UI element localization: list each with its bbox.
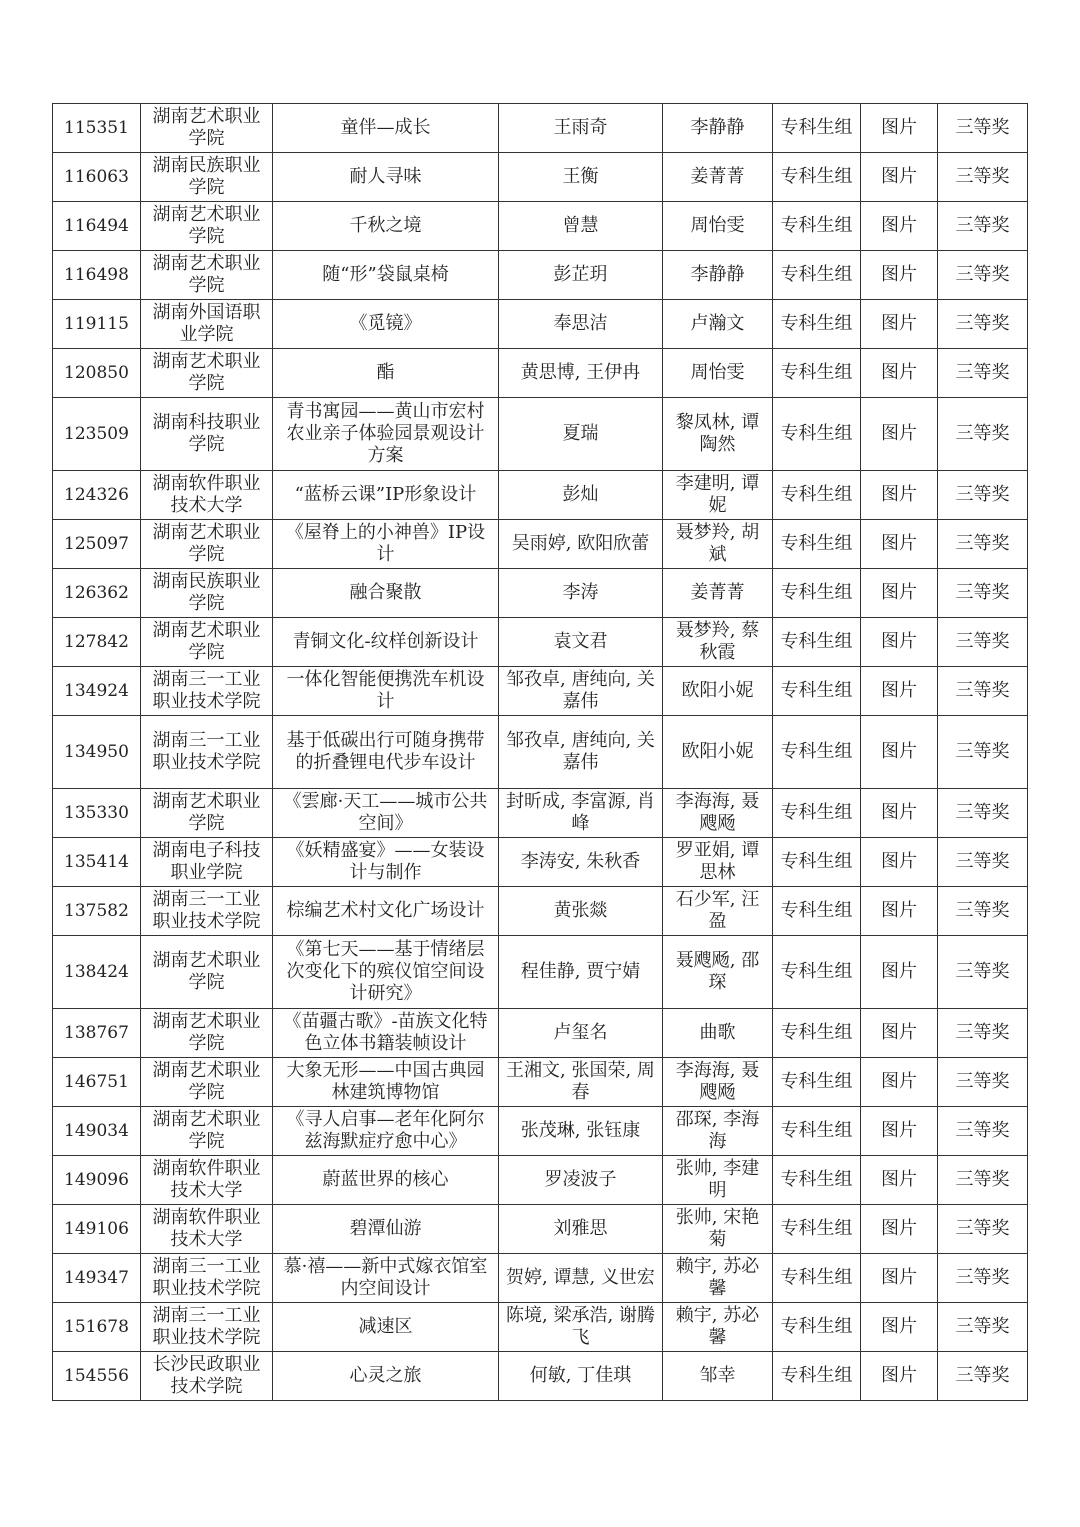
advisor-cell: 周怡雯 (663, 202, 773, 251)
school-cell: 湖南艺术职业学院 (141, 1107, 273, 1156)
advisor-cell: 石少军, 汪盈 (663, 887, 773, 936)
work-title-cell: 《妖精盛宴》——女装设计与制作 (273, 838, 499, 887)
category-cell: 图片 (861, 1107, 938, 1156)
advisor-cell: 赖宇, 苏必馨 (663, 1303, 773, 1352)
table-row (53, 104, 1028, 153)
authors-cell: 程佳静, 贾宁婧 (499, 936, 663, 1009)
category-cell: 图片 (861, 1303, 938, 1352)
award-cell: 三等奖 (938, 569, 1028, 618)
work-title-cell: 融合聚散 (273, 569, 499, 618)
entry-id-cell: 149106 (53, 1205, 141, 1254)
advisor-cell: 赖宇, 苏必馨 (663, 1254, 773, 1303)
table-row (53, 1009, 1028, 1058)
entry-id-cell: 116498 (53, 251, 141, 300)
school-cell: 湖南三一工业职业技术学院 (141, 716, 273, 789)
award-cell: 三等奖 (938, 300, 1028, 349)
table-row (53, 1205, 1028, 1254)
table-row (53, 789, 1028, 838)
award-cell: 三等奖 (938, 251, 1028, 300)
work-title-cell: 《雲廊·天工——城市公共空间》 (273, 789, 499, 838)
table-row (53, 1156, 1028, 1205)
table-row (53, 716, 1028, 789)
category-cell: 图片 (861, 1352, 938, 1401)
work-title-cell: 减速区 (273, 1303, 499, 1352)
award-cell: 三等奖 (938, 887, 1028, 936)
table-row (53, 1107, 1028, 1156)
work-title-cell: 《第七天——基于情绪层次变化下的殡仪馆空间设计研究》 (273, 936, 499, 1009)
table-row (53, 667, 1028, 716)
authors-cell: 邹孜卓, 唐纯向, 关嘉伟 (499, 716, 663, 789)
work-title-cell: 心灵之旅 (273, 1352, 499, 1401)
entry-id-cell: 137582 (53, 887, 141, 936)
award-cell: 三等奖 (938, 716, 1028, 789)
category-cell: 图片 (861, 569, 938, 618)
category-cell: 图片 (861, 251, 938, 300)
school-cell: 湖南电子科技职业学院 (141, 838, 273, 887)
advisor-cell: 张帅, 宋艳菊 (663, 1205, 773, 1254)
entry-id-cell: 134924 (53, 667, 141, 716)
advisor-cell: 曲歌 (663, 1009, 773, 1058)
category-cell: 图片 (861, 936, 938, 1009)
group-cell: 专科生组 (773, 1156, 861, 1205)
authors-cell: 封昕成, 李富源, 肖峰 (499, 789, 663, 838)
category-cell: 图片 (861, 667, 938, 716)
authors-cell: 彭灿 (499, 471, 663, 520)
entry-id-cell: 149034 (53, 1107, 141, 1156)
entry-id-cell: 127842 (53, 618, 141, 667)
table-row (53, 520, 1028, 569)
work-title-cell: 一体化智能便携洗车机设计 (273, 667, 499, 716)
group-cell: 专科生组 (773, 667, 861, 716)
entry-id-cell: 116494 (53, 202, 141, 251)
work-title-cell: 棕编艺术村文化广场设计 (273, 887, 499, 936)
advisor-cell: 李海海, 聂飕飏 (663, 1058, 773, 1107)
authors-cell: 吴雨婷, 欧阳欣蕾 (499, 520, 663, 569)
group-cell: 专科生组 (773, 887, 861, 936)
award-cell: 三等奖 (938, 667, 1028, 716)
school-cell: 湖南艺术职业学院 (141, 520, 273, 569)
work-title-cell: 《觅镜》 (273, 300, 499, 349)
advisor-cell: 李建明, 谭妮 (663, 471, 773, 520)
advisor-cell: 李静静 (663, 104, 773, 153)
category-cell: 图片 (861, 153, 938, 202)
table-row (53, 1352, 1028, 1401)
award-cell: 三等奖 (938, 1352, 1028, 1401)
school-cell: 湖南软件职业技术大学 (141, 1156, 273, 1205)
group-cell: 专科生组 (773, 936, 861, 1009)
category-cell: 图片 (861, 520, 938, 569)
table-row (53, 887, 1028, 936)
group-cell: 专科生组 (773, 1205, 861, 1254)
authors-cell: 袁文君 (499, 618, 663, 667)
advisor-cell: 聂飕飏, 邵琛 (663, 936, 773, 1009)
authors-cell: 邹孜卓, 唐纯向, 关嘉伟 (499, 667, 663, 716)
work-title-cell: 《寻人启事—老年化阿尔兹海默症疗愈中心》 (273, 1107, 499, 1156)
award-cell: 三等奖 (938, 349, 1028, 398)
group-cell: 专科生组 (773, 1303, 861, 1352)
category-cell: 图片 (861, 618, 938, 667)
award-cell: 三等奖 (938, 471, 1028, 520)
category-cell: 图片 (861, 789, 938, 838)
category-cell: 图片 (861, 716, 938, 789)
table-row (53, 471, 1028, 520)
group-cell: 专科生组 (773, 471, 861, 520)
authors-cell: 李涛 (499, 569, 663, 618)
awards-table (52, 103, 1028, 1401)
advisor-cell: 张帅, 李建明 (663, 1156, 773, 1205)
award-cell: 三等奖 (938, 202, 1028, 251)
category-cell: 图片 (861, 202, 938, 251)
authors-cell: 李涛安, 朱秋香 (499, 838, 663, 887)
award-cell: 三等奖 (938, 1303, 1028, 1352)
authors-cell: 陈境, 梁承浩, 谢腾飞 (499, 1303, 663, 1352)
school-cell: 湖南艺术职业学院 (141, 349, 273, 398)
authors-cell: 贺婷, 谭慧, 义世宏 (499, 1254, 663, 1303)
school-cell: 湖南艺术职业学院 (141, 936, 273, 1009)
entry-id-cell: 125097 (53, 520, 141, 569)
advisor-cell: 邵琛, 李海海 (663, 1107, 773, 1156)
group-cell: 专科生组 (773, 838, 861, 887)
authors-cell: 黄张燚 (499, 887, 663, 936)
work-title-cell: 碧潭仙游 (273, 1205, 499, 1254)
group-cell: 专科生组 (773, 349, 861, 398)
group-cell: 专科生组 (773, 1352, 861, 1401)
authors-cell: 卢玺名 (499, 1009, 663, 1058)
group-cell: 专科生组 (773, 716, 861, 789)
work-title-cell: 青书寓园——黄山市宏村农业亲子体验园景观设计方案 (273, 398, 499, 471)
group-cell: 专科生组 (773, 300, 861, 349)
authors-cell: 夏瑞 (499, 398, 663, 471)
advisor-cell: 罗亚娟, 谭思林 (663, 838, 773, 887)
work-title-cell: 耐人寻味 (273, 153, 499, 202)
school-cell: 湖南软件职业技术大学 (141, 471, 273, 520)
award-cell: 三等奖 (938, 838, 1028, 887)
category-cell: 图片 (861, 1058, 938, 1107)
table-row (53, 349, 1028, 398)
school-cell: 湖南三一工业职业技术学院 (141, 887, 273, 936)
group-cell: 专科生组 (773, 251, 861, 300)
award-cell: 三等奖 (938, 153, 1028, 202)
award-cell: 三等奖 (938, 398, 1028, 471)
entry-id-cell: 120850 (53, 349, 141, 398)
table-row (53, 202, 1028, 251)
category-cell: 图片 (861, 1254, 938, 1303)
group-cell: 专科生组 (773, 1058, 861, 1107)
school-cell: 湖南科技职业学院 (141, 398, 273, 471)
authors-cell: 何敏, 丁佳琪 (499, 1352, 663, 1401)
school-cell: 湖南艺术职业学院 (141, 618, 273, 667)
entry-id-cell: 116063 (53, 153, 141, 202)
advisor-cell: 黎凤林, 谭陶然 (663, 398, 773, 471)
award-cell: 三等奖 (938, 520, 1028, 569)
entry-id-cell: 135330 (53, 789, 141, 838)
group-cell: 专科生组 (773, 104, 861, 153)
school-cell: 湖南三一工业职业技术学院 (141, 1254, 273, 1303)
work-title-cell: 《苗疆古歌》-苗族文化特色立体书籍装帧设计 (273, 1009, 499, 1058)
entry-id-cell: 119115 (53, 300, 141, 349)
advisor-cell: 聂梦羚, 蔡秋霞 (663, 618, 773, 667)
authors-cell: 王雨奇 (499, 104, 663, 153)
school-cell: 湖南民族职业学院 (141, 153, 273, 202)
school-cell: 湖南民族职业学院 (141, 569, 273, 618)
table-row (53, 618, 1028, 667)
school-cell: 湖南艺术职业学院 (141, 202, 273, 251)
advisor-cell: 李海海, 聂飕飏 (663, 789, 773, 838)
advisor-cell: 卢瀚文 (663, 300, 773, 349)
table-row (53, 300, 1028, 349)
entry-id-cell: 151678 (53, 1303, 141, 1352)
group-cell: 专科生组 (773, 520, 861, 569)
table-row (53, 1303, 1028, 1352)
category-cell: 图片 (861, 300, 938, 349)
table-row (53, 936, 1028, 1009)
table-row (53, 153, 1028, 202)
award-cell: 三等奖 (938, 1107, 1028, 1156)
school-cell: 湖南软件职业技术大学 (141, 1205, 273, 1254)
school-cell: 湖南三一工业职业技术学院 (141, 667, 273, 716)
authors-cell: 刘雅思 (499, 1205, 663, 1254)
category-cell: 图片 (861, 1009, 938, 1058)
work-title-cell: 《屋脊上的小神兽》IP设计 (273, 520, 499, 569)
group-cell: 专科生组 (773, 398, 861, 471)
authors-cell: 罗凌波子 (499, 1156, 663, 1205)
work-title-cell: 蔚蓝世界的核心 (273, 1156, 499, 1205)
table-row (53, 569, 1028, 618)
work-title-cell: 随“形”袋鼠桌椅 (273, 251, 499, 300)
group-cell: 专科生组 (773, 1107, 861, 1156)
group-cell: 专科生组 (773, 618, 861, 667)
entry-id-cell: 146751 (53, 1058, 141, 1107)
school-cell: 湖南艺术职业学院 (141, 1009, 273, 1058)
award-cell: 三等奖 (938, 1058, 1028, 1107)
entry-id-cell: 134950 (53, 716, 141, 789)
category-cell: 图片 (861, 349, 938, 398)
advisor-cell: 欧阳小妮 (663, 716, 773, 789)
school-cell: 湖南三一工业职业技术学院 (141, 1303, 273, 1352)
category-cell: 图片 (861, 1156, 938, 1205)
entry-id-cell: 138767 (53, 1009, 141, 1058)
group-cell: 专科生组 (773, 569, 861, 618)
school-cell: 湖南外国语职业学院 (141, 300, 273, 349)
category-cell: 图片 (861, 887, 938, 936)
award-cell: 三等奖 (938, 789, 1028, 838)
group-cell: 专科生组 (773, 1009, 861, 1058)
advisor-cell: 姜菁菁 (663, 153, 773, 202)
category-cell: 图片 (861, 1205, 938, 1254)
entry-id-cell: 124326 (53, 471, 141, 520)
group-cell: 专科生组 (773, 1254, 861, 1303)
award-cell: 三等奖 (938, 1254, 1028, 1303)
work-title-cell: 基于低碳出行可随身携带的折叠锂电代步车设计 (273, 716, 499, 789)
advisor-cell: 李静静 (663, 251, 773, 300)
authors-cell: 曾慧 (499, 202, 663, 251)
award-cell: 三等奖 (938, 936, 1028, 1009)
work-title-cell: 慕·禧——新中式嫁衣馆室内空间设计 (273, 1254, 499, 1303)
award-cell: 三等奖 (938, 618, 1028, 667)
school-cell: 湖南艺术职业学院 (141, 789, 273, 838)
table-row (53, 838, 1028, 887)
entry-id-cell: 126362 (53, 569, 141, 618)
authors-cell: 张茂琳, 张钰康 (499, 1107, 663, 1156)
group-cell: 专科生组 (773, 153, 861, 202)
category-cell: 图片 (861, 104, 938, 153)
authors-cell: 王湘文, 张国荣, 周春 (499, 1058, 663, 1107)
advisor-cell: 欧阳小妮 (663, 667, 773, 716)
group-cell: 专科生组 (773, 789, 861, 838)
entry-id-cell: 135414 (53, 838, 141, 887)
category-cell: 图片 (861, 398, 938, 471)
entry-id-cell: 154556 (53, 1352, 141, 1401)
entry-id-cell: 138424 (53, 936, 141, 1009)
school-cell: 湖南艺术职业学院 (141, 104, 273, 153)
advisor-cell: 邹幸 (663, 1352, 773, 1401)
table-row (53, 1058, 1028, 1107)
advisor-cell: 聂梦羚, 胡斌 (663, 520, 773, 569)
work-title-cell: 青铜文化-纹样创新设计 (273, 618, 499, 667)
entry-id-cell: 149096 (53, 1156, 141, 1205)
advisor-cell: 姜菁菁 (663, 569, 773, 618)
work-title-cell: 千秋之境 (273, 202, 499, 251)
authors-cell: 彭芷玥 (499, 251, 663, 300)
advisor-cell: 周怡雯 (663, 349, 773, 398)
entry-id-cell: 123509 (53, 398, 141, 471)
entry-id-cell: 115351 (53, 104, 141, 153)
table-row (53, 251, 1028, 300)
school-cell: 湖南艺术职业学院 (141, 251, 273, 300)
school-cell: 长沙民政职业技术学院 (141, 1352, 273, 1401)
award-cell: 三等奖 (938, 1009, 1028, 1058)
work-title-cell: 酯 (273, 349, 499, 398)
authors-cell: 奉思洁 (499, 300, 663, 349)
award-cell: 三等奖 (938, 1156, 1028, 1205)
award-cell: 三等奖 (938, 104, 1028, 153)
award-cell: 三等奖 (938, 1205, 1028, 1254)
work-title-cell: “蓝桥云课”IP形象设计 (273, 471, 499, 520)
category-cell: 图片 (861, 471, 938, 520)
table-row (53, 398, 1028, 471)
authors-cell: 黄思博, 王伊冉 (499, 349, 663, 398)
work-title-cell: 童伴—成长 (273, 104, 499, 153)
school-cell: 湖南艺术职业学院 (141, 1058, 273, 1107)
authors-cell: 王衡 (499, 153, 663, 202)
entry-id-cell: 149347 (53, 1254, 141, 1303)
table-row (53, 1254, 1028, 1303)
work-title-cell: 大象无形——中国古典园林建筑博物馆 (273, 1058, 499, 1107)
category-cell: 图片 (861, 838, 938, 887)
group-cell: 专科生组 (773, 202, 861, 251)
